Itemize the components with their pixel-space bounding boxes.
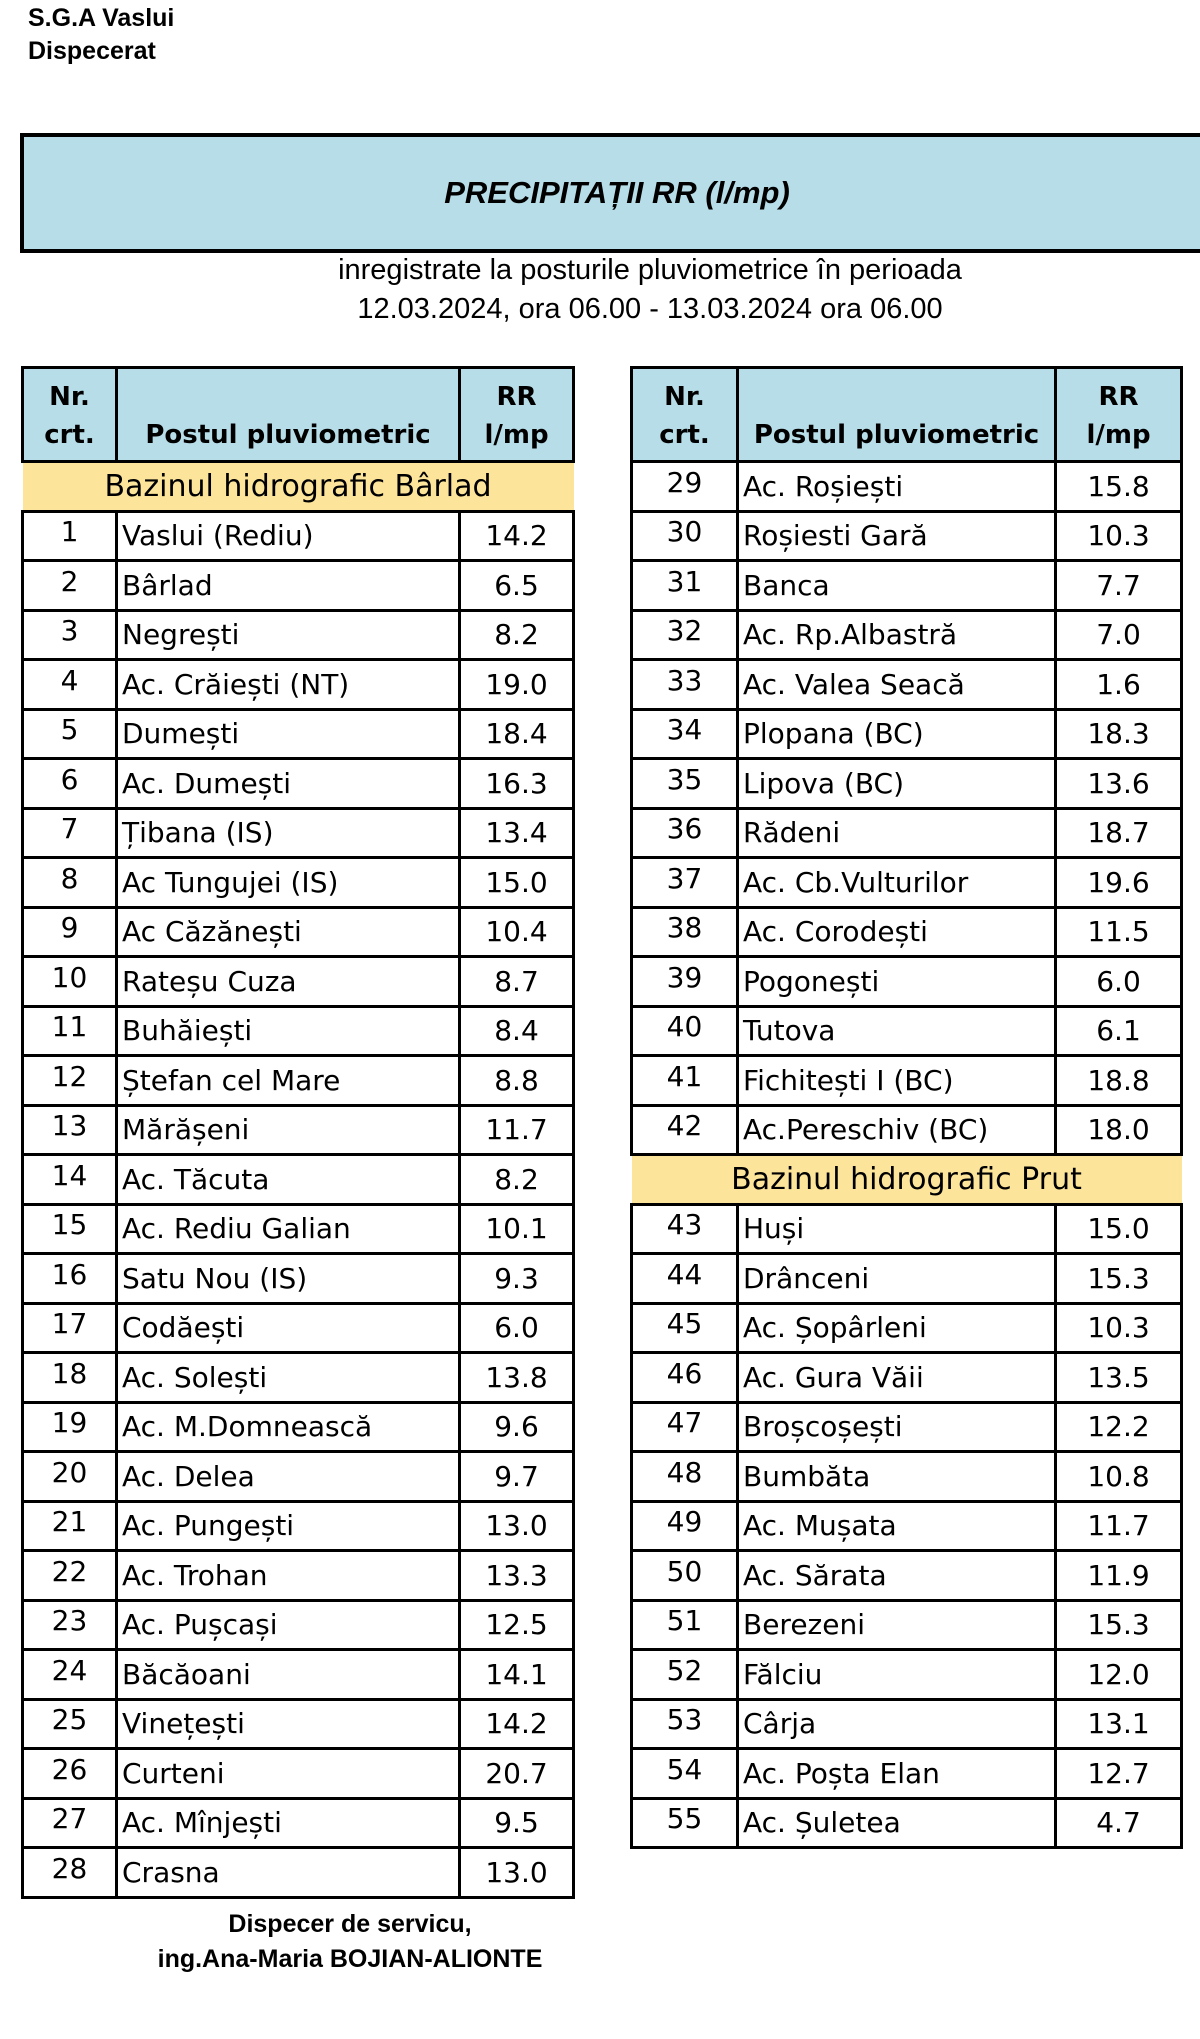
header-post: Postul pluviometric	[117, 368, 460, 462]
rr-value: 12.0	[1056, 1650, 1182, 1700]
table-row	[23, 1501, 574, 1551]
rr-value: 18.8	[1056, 1056, 1182, 1106]
row-number: 23	[23, 1600, 117, 1650]
table-row	[632, 1105, 1182, 1155]
table-row	[23, 1699, 574, 1749]
station-name: Ac Căzănești	[117, 907, 460, 957]
station-name: Rădeni	[738, 808, 1056, 858]
rr-value: 7.0	[1056, 610, 1182, 660]
rr-value: 11.7	[1056, 1501, 1182, 1551]
station-name: Pogonești	[738, 957, 1056, 1007]
page-title: PRECIPITAȚII RR (l/mp)	[444, 175, 790, 210]
station-name: Cârja	[738, 1699, 1056, 1749]
row-number: 13	[23, 1105, 117, 1155]
rr-value: 10.8	[1056, 1452, 1182, 1502]
station-name: Bumbăta	[738, 1452, 1056, 1502]
table-row	[632, 1006, 1182, 1056]
rr-value: 8.7	[460, 957, 574, 1007]
rr-value: 18.7	[1056, 808, 1182, 858]
rr-value: 8.4	[460, 1006, 574, 1056]
row-number: 54	[632, 1749, 738, 1799]
station-name: Ac. Mușata	[738, 1501, 1056, 1551]
station-name: Roșiesti Gară	[738, 511, 1056, 561]
table-row	[632, 1699, 1182, 1749]
rr-value: 15.8	[1056, 462, 1182, 512]
station-name: Crasna	[117, 1848, 460, 1898]
row-number: 8	[23, 858, 117, 908]
station-name: Ștefan cel Mare	[117, 1056, 460, 1106]
row-number: 3	[23, 610, 117, 660]
rr-value: 18.3	[1056, 709, 1182, 759]
rr-value: 18.0	[1056, 1105, 1182, 1155]
table-row	[632, 907, 1182, 957]
rr-value: 10.3	[1056, 511, 1182, 561]
row-number: 49	[632, 1501, 738, 1551]
station-name: Ac Tungujei (IS)	[117, 858, 460, 908]
row-number: 27	[23, 1798, 117, 1848]
rr-value: 12.7	[1056, 1749, 1182, 1799]
rr-value: 14.1	[460, 1650, 574, 1700]
station-name: Ac. M.Domnească	[117, 1402, 460, 1452]
rr-value: 15.3	[1056, 1254, 1182, 1304]
row-number: 52	[632, 1650, 738, 1700]
station-name: Băcăoani	[117, 1650, 460, 1700]
rr-value: 8.8	[460, 1056, 574, 1106]
org-name: S.G.A Vaslui	[28, 4, 175, 32]
table-row	[23, 1402, 574, 1452]
row-number: 29	[632, 462, 738, 512]
station-name: Huși	[738, 1204, 1056, 1254]
table-row	[632, 1204, 1182, 1254]
rr-value: 19.6	[1056, 858, 1182, 908]
row-number: 25	[23, 1699, 117, 1749]
table-row	[23, 808, 574, 858]
table-row	[23, 1254, 574, 1304]
row-number: 37	[632, 858, 738, 908]
row-number: 36	[632, 808, 738, 858]
row-number: 44	[632, 1254, 738, 1304]
row-number: 31	[632, 561, 738, 611]
row-number: 16	[23, 1254, 117, 1304]
station-name: Berezeni	[738, 1600, 1056, 1650]
stations-table-right	[630, 366, 1183, 1849]
subtitle-line1: inregistrate la posturile pluviometrice în perioada	[338, 254, 962, 286]
row-number: 17	[23, 1303, 117, 1353]
row-number: 42	[632, 1105, 738, 1155]
row-number: 10	[23, 957, 117, 1007]
row-number: 24	[23, 1650, 117, 1700]
row-number: 50	[632, 1551, 738, 1601]
rr-value: 13.1	[1056, 1699, 1182, 1749]
table-row	[632, 561, 1182, 611]
table-row	[23, 1600, 574, 1650]
rr-value: 6.0	[460, 1303, 574, 1353]
table-row	[632, 1551, 1182, 1601]
table-row	[632, 1749, 1182, 1799]
row-number: 55	[632, 1798, 738, 1848]
row-number: 5	[23, 709, 117, 759]
rr-value: 14.2	[460, 511, 574, 561]
rr-value: 15.3	[1056, 1600, 1182, 1650]
row-number: 45	[632, 1303, 738, 1353]
rr-value: 16.3	[460, 759, 574, 809]
table-row	[23, 1551, 574, 1601]
row-number: 26	[23, 1749, 117, 1799]
station-name: Dumești	[117, 709, 460, 759]
station-name: Vaslui (Rediu)	[117, 511, 460, 561]
stations-table-left	[21, 366, 575, 1899]
station-name: Ac. Corodești	[738, 907, 1056, 957]
station-name: Tutova	[738, 1006, 1056, 1056]
station-name: Ac. Trohan	[117, 1551, 460, 1601]
station-name: Ac. Cb.Vulturilor	[738, 858, 1056, 908]
station-name: Ac. Rediu Galian	[117, 1204, 460, 1254]
table-row	[632, 808, 1182, 858]
station-name: Ac. Delea	[117, 1452, 460, 1502]
rr-value: 4.7	[1056, 1798, 1182, 1848]
station-name: Broșcoșești	[738, 1402, 1056, 1452]
table-row	[632, 1303, 1182, 1353]
table-row	[23, 610, 574, 660]
station-name: Ac. Șuletea	[738, 1798, 1056, 1848]
rr-value: 9.3	[460, 1254, 574, 1304]
row-number: 12	[23, 1056, 117, 1106]
table-row	[23, 858, 574, 908]
station-name: Banca	[738, 561, 1056, 611]
table-row	[23, 1056, 574, 1106]
station-name: Ac. Pungești	[117, 1501, 460, 1551]
row-number: 53	[632, 1699, 738, 1749]
station-name: Ac. Dumești	[117, 759, 460, 809]
station-name: Fălciu	[738, 1650, 1056, 1700]
table-row	[23, 660, 574, 710]
row-number: 18	[23, 1353, 117, 1403]
table-row	[632, 957, 1182, 1007]
rr-value: 13.6	[1056, 759, 1182, 809]
station-name: Ac. Solești	[117, 1353, 460, 1403]
rr-value: 13.3	[460, 1551, 574, 1601]
station-name: Ac. Șopârleni	[738, 1303, 1056, 1353]
table-row	[632, 1600, 1182, 1650]
station-name: Rateșu Cuza	[117, 957, 460, 1007]
table-row	[23, 1155, 574, 1205]
table-row	[23, 957, 574, 1007]
table-row	[632, 1650, 1182, 1700]
station-name: Fichitești I (BC)	[738, 1056, 1056, 1106]
station-name: Drânceni	[738, 1254, 1056, 1304]
station-name: Ac. Rp.Albastră	[738, 610, 1056, 660]
station-name: Ac.Pereschiv (BC)	[738, 1105, 1056, 1155]
station-name: Vinețești	[117, 1699, 460, 1749]
station-name: Ac. Valea Seacă	[738, 660, 1056, 710]
rr-value: 13.4	[460, 808, 574, 858]
table-row	[23, 709, 574, 759]
row-number: 39	[632, 957, 738, 1007]
header-nr: Nr. crt.	[23, 368, 117, 462]
header-nr: Nr. crt.	[632, 368, 738, 462]
dept-name: Dispecerat	[28, 37, 156, 65]
rr-value: 6.0	[1056, 957, 1182, 1007]
table-row	[632, 511, 1182, 561]
station-name: Codăești	[117, 1303, 460, 1353]
table-row	[632, 759, 1182, 809]
rr-value: 9.7	[460, 1452, 574, 1502]
table-row	[23, 1650, 574, 1700]
rr-value: 7.7	[1056, 561, 1182, 611]
table-row	[23, 1204, 574, 1254]
rr-value: 10.4	[460, 907, 574, 957]
rr-value: 14.2	[460, 1699, 574, 1749]
row-number: 43	[632, 1204, 738, 1254]
table-row	[632, 462, 1182, 512]
footer-role: Dispecer de servicu,	[228, 1910, 472, 1938]
station-name: Buhăiești	[117, 1006, 460, 1056]
station-name: Ac. Tăcuta	[117, 1155, 460, 1205]
table-row	[632, 1501, 1182, 1551]
basin-label: Bazinul hidrografic Prut	[632, 1155, 1182, 1205]
table-row	[23, 759, 574, 809]
table-row	[23, 561, 574, 611]
basin-row	[23, 462, 574, 512]
rr-value: 19.0	[460, 660, 574, 710]
table-row	[632, 1353, 1182, 1403]
rr-value: 8.2	[460, 1155, 574, 1205]
table-row	[632, 1254, 1182, 1304]
table-row	[632, 858, 1182, 908]
rr-value: 12.5	[460, 1600, 574, 1650]
row-number: 4	[23, 660, 117, 710]
table-header	[23, 368, 574, 462]
row-number: 11	[23, 1006, 117, 1056]
rr-value: 15.0	[460, 858, 574, 908]
table-row	[632, 709, 1182, 759]
row-number: 46	[632, 1353, 738, 1403]
station-name: Ac. Pușcași	[117, 1600, 460, 1650]
row-number: 40	[632, 1006, 738, 1056]
station-name: Bârlad	[117, 561, 460, 611]
rr-value: 20.7	[460, 1749, 574, 1799]
rr-value: 6.5	[460, 561, 574, 611]
row-number: 48	[632, 1452, 738, 1502]
row-number: 51	[632, 1600, 738, 1650]
row-number: 14	[23, 1155, 117, 1205]
header-org	[28, 2, 174, 68]
row-number: 35	[632, 759, 738, 809]
table-row	[632, 1798, 1182, 1848]
rr-value: 13.8	[460, 1353, 574, 1403]
table-row	[632, 610, 1182, 660]
row-number: 30	[632, 511, 738, 561]
table-row	[632, 1056, 1182, 1106]
row-number: 41	[632, 1056, 738, 1106]
row-number: 20	[23, 1452, 117, 1502]
table-row	[23, 1353, 574, 1403]
row-number: 47	[632, 1402, 738, 1452]
row-number: 28	[23, 1848, 117, 1898]
basin-row	[632, 1155, 1182, 1205]
table-header	[632, 368, 1182, 462]
rr-value: 13.0	[460, 1848, 574, 1898]
rr-value: 1.6	[1056, 660, 1182, 710]
station-name: Ac. Crăiești (NT)	[117, 660, 460, 710]
table-row	[23, 511, 574, 561]
row-number: 38	[632, 907, 738, 957]
rr-value: 10.1	[460, 1204, 574, 1254]
row-number: 32	[632, 610, 738, 660]
station-name: Ac. Sărata	[738, 1551, 1056, 1601]
station-name: Lipova (BC)	[738, 759, 1056, 809]
rr-value: 18.4	[460, 709, 574, 759]
title-banner	[20, 133, 1200, 253]
row-number: 2	[23, 561, 117, 611]
station-name: Ac. Poșta Elan	[738, 1749, 1056, 1799]
row-number: 33	[632, 660, 738, 710]
rr-value: 13.5	[1056, 1353, 1182, 1403]
table-row	[632, 1402, 1182, 1452]
station-name: Negrești	[117, 610, 460, 660]
station-name: Ac. Mînjești	[117, 1798, 460, 1848]
table-row	[23, 1749, 574, 1799]
station-name: Satu Nou (IS)	[117, 1254, 460, 1304]
table-row	[23, 1105, 574, 1155]
table-row	[23, 1848, 574, 1898]
rr-value: 6.1	[1056, 1006, 1182, 1056]
subtitle-line2: 12.03.2024, ora 06.00 - 13.03.2024 ora 06.00	[357, 293, 943, 325]
rr-value: 9.6	[460, 1402, 574, 1452]
rr-value: 15.0	[1056, 1204, 1182, 1254]
table-row	[23, 1303, 574, 1353]
header-post: Postul pluviometric	[738, 368, 1056, 462]
rr-value: 8.2	[460, 610, 574, 660]
row-number: 34	[632, 709, 738, 759]
rr-value: 12.2	[1056, 1402, 1182, 1452]
station-name: Ac. Gura Văii	[738, 1353, 1056, 1403]
rr-value: 10.3	[1056, 1303, 1182, 1353]
table-row	[23, 1006, 574, 1056]
header-rr: RR l/mp	[1056, 368, 1182, 462]
row-number: 9	[23, 907, 117, 957]
row-number: 21	[23, 1501, 117, 1551]
station-name: Țibana (IS)	[117, 808, 460, 858]
basin-label: Bazinul hidrografic Bârlad	[23, 462, 574, 512]
rr-value: 11.7	[460, 1105, 574, 1155]
row-number: 6	[23, 759, 117, 809]
station-name: Ac. Roșiești	[738, 462, 1056, 512]
station-name: Plopana (BC)	[738, 709, 1056, 759]
row-number: 1	[23, 511, 117, 561]
rr-value: 9.5	[460, 1798, 574, 1848]
table-row	[23, 907, 574, 957]
table-row	[23, 1452, 574, 1502]
row-number: 7	[23, 808, 117, 858]
rr-value: 11.9	[1056, 1551, 1182, 1601]
row-number: 22	[23, 1551, 117, 1601]
row-number: 19	[23, 1402, 117, 1452]
table-row	[632, 660, 1182, 710]
station-name: Curteni	[117, 1749, 460, 1799]
rr-value: 11.5	[1056, 907, 1182, 957]
table-row	[23, 1798, 574, 1848]
header-rr: RR l/mp	[460, 368, 574, 462]
footer-name: ing.Ana-Maria BOJIAN-ALIONTE	[157, 1945, 543, 1973]
station-name: Mărășeni	[117, 1105, 460, 1155]
rr-value: 13.0	[460, 1501, 574, 1551]
table-row	[632, 1452, 1182, 1502]
row-number: 15	[23, 1204, 117, 1254]
